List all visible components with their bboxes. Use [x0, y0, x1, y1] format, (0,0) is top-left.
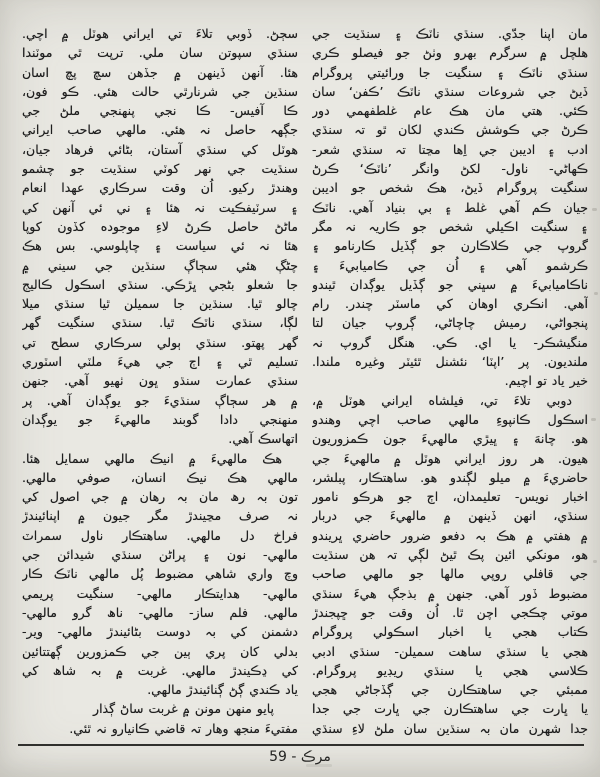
text-line: اخبار نويس- تعليمدان، اڄ جو هرڪو نامور: [312, 489, 588, 505]
paragraph: [312, 391, 588, 738]
text-line: فراخ دل مالهي. ساهتڪار ناول سمراٽ: [22, 527, 298, 543]
footer-divider: [18, 744, 584, 746]
text-line: وچ واري شاهي مضبوط پُل مالهي ناٽڪ ڪار: [22, 566, 298, 582]
text-line: سنڌي سپوتن سان ملي. ترپت ٿي موٽندا: [22, 45, 298, 61]
text-line: سنگيت پروگرام ڏيڻ، هڪ شخص جو اديبن: [312, 180, 588, 196]
text-line: گروپ جي ڪلاڪارن جو ڳڏيل ڪارنامو ۽: [312, 238, 588, 254]
text-line: حاضريءَ ۾ ميلو لڳندو هو. ساهتڪار، پبلشر،: [312, 469, 588, 485]
text-line: ڪرشمو آهي ۽ اُن جي ڪاميابيءَ ۽: [312, 257, 588, 273]
paragraph: [312, 24, 588, 391]
paragraph: [22, 699, 298, 738]
text-line: مان اپنا جدّي. سنڌي ناٽڪ ۽ سنڌيت جي: [312, 26, 588, 41]
text-line: سنڌيت جي نهر کوٽي سنڌيت جو چشمو: [22, 161, 298, 177]
text-line: دشمنن کي بہ دوست بڻائيندڙ مالهي- وير-: [22, 624, 298, 640]
text-line: هئا. آنهن ڏينهن ۾ جڏهن سچ پچ اسان: [22, 64, 298, 80]
text-line: ڪئي. هتي مان هڪ عام غلطفهمي دور: [312, 103, 588, 119]
text-line: ناڪاميابيءَ ۾ سڀني جو ڳڏيل يوڳدان ٿيندو: [312, 276, 588, 292]
text-line: مالهي هڪ نيڪ انسان، صوفي مالهي.: [22, 469, 298, 485]
text-line: ڪلاسي هجي يا سنڌي ريڊيو پروگرام.: [312, 662, 588, 678]
text-line: مضبوط ڏور آهي. جنهن ۾ بذجڳ هيءَ سنڌي: [312, 585, 588, 601]
text-line: جيان ڪم آهي غلط ۽ بي بنياد آهي. ناٽڪ: [312, 199, 588, 215]
scan-speck: [594, 292, 598, 295]
text-line: ڪهاڻي- ناول- لکڻ وانگر ’ناٽڪ‘ ڪرڻ: [312, 161, 588, 177]
scan-speck: [592, 208, 597, 211]
text-line: هڪ مالهيءَ ۾ انيڪ مالهي سمايل هئا.: [22, 450, 282, 466]
text-line: وهندڙ رکيو. اُن وقت سرڪاري عهدا انعام: [22, 180, 298, 196]
text-line: کي ڍڪيندڙ مالهي. غربت ۾ بہ شاھ کي: [22, 662, 298, 678]
text-line: منهنجي دادا گوبند مالهيءَ جو يوڳدان: [22, 411, 298, 427]
text-line: ڪرڻ جي ڪوشش ڪندي لکان ٿو تہ سنڌي: [312, 122, 588, 138]
text-line: جي قافلي روپي مالها جو مالهي صاحب: [312, 566, 588, 582]
page-number: مرڪ - 59: [269, 749, 331, 765]
text-line: ۽ سنگيت اڪيلي شخص جو ڪاريہ نہ مگر: [312, 218, 588, 234]
text-line: مالهي- هدايتڪار مالهي- سنگيت پريمي: [22, 585, 298, 601]
text-line: چالو ٿيا. سنڌين جا سميلن ٿيا سنڌي ميلا: [22, 296, 298, 312]
paragraph: [22, 24, 298, 449]
text-line: ۽ سرٽيفڪيت نہ هئا ۽ ني ئي آنهن کي: [22, 199, 298, 215]
text-line: موتي چڪجي اچن ٿا. اُن وقت جو ڇپجندڙ: [312, 604, 588, 620]
text-line: منگيشڪر- يا اي. ڪي. هنگل گروپ نہ: [312, 334, 588, 350]
text-line: مالهي. فلم ساز- مالهي- ناھ گرو مالهي-: [22, 604, 298, 620]
text-line: هئا نہ ئي سياست ۽ چاپلوسي. بس هڪ: [22, 238, 298, 254]
scan-speck: [591, 418, 596, 421]
text-line: ملنديون. پر ’اپٽا‘ نئشنل ٿئيٽر وغيره ملندا.: [312, 354, 588, 370]
text-line: پايو منهن مونن ۾ غربت ساڻ ڳذار: [93, 701, 274, 717]
text-line: جڳهہ حاصل نہ هئي. مالهي صاحب ايراني: [22, 122, 298, 138]
text-line: خير ياد تو اچيم.: [504, 373, 588, 389]
text-line: جا شعلو بڻجي ڀڙڪي. سنڌي اسڪول ڪاليج: [22, 276, 298, 292]
text-line: ادب ۽ اديبن جي اِها مڃتا تہ سنڌي شعر-: [312, 141, 588, 157]
text-line: نہ صرف مڃيندڙ مگر جيون ۾ اپنائيندڙ: [22, 508, 298, 524]
text-line: هلچل ۾ سرگرم بهرو وٺڻ جو فيصلو ڪري: [312, 45, 588, 61]
text-line: سنڌي، انهن ڏينهن ۾ مالهيءَ جي دربار: [312, 508, 588, 524]
text-line: پنجواڻي، رميش چاچاڻي، ڳروپ جيان لتا: [312, 315, 588, 331]
text-line: آهي. انڪري اوهان کي ماسٽر چندر. رام: [312, 296, 588, 312]
text-line: ممبئي جي ساهتڪارن جي ڳڏجاڻي هجي: [312, 682, 588, 698]
text-line: يا ڀارت جي ساهتڪارن جي ڀارت جي جدا: [312, 701, 588, 717]
scan-speck: [306, 764, 332, 767]
text-line: دوبي تلاءَ تي، فيلشاه ايراني هوٽل ۾،: [312, 392, 572, 408]
text-line: بدلي کان پري ٻين جي ڪمزورين ڳهتتائين: [22, 643, 298, 659]
text-line: سنڌين جي شرنارٿي حالت هئي. ڪو فون،: [22, 83, 298, 99]
paragraph: [22, 449, 298, 700]
text-line: ڏيڻ جي شروعات سنڌي ناٽڪ ’ڪفن‘ سان: [312, 83, 588, 99]
column-right: [312, 24, 588, 738]
text-line: هجي يا سنڌي ساهت سميلن- سنڌي ادبي: [312, 643, 588, 659]
text-line: ياد ڪندي ڳڻ ڳنائيندڙ مالهي.: [147, 682, 298, 698]
scan-speck: [593, 560, 597, 563]
text-line: سنڌي عمارت سنڌو ڀون ٺهيو آهي. جنهن: [22, 373, 298, 389]
text-line: هو. چانهَ ۽ ڀيڙي مالهيءَ جون ڪمزوريون: [312, 431, 588, 447]
text-line: مفتيءَ منجھ وھار تہ قاضي ڪانيارو نہ ٿئي.: [69, 720, 298, 736]
text-line: سنڌي ناٽڪ ۽ سنگيت جا ورائيتي پروگرام: [312, 64, 588, 80]
text-line: هيون. هر روز ايراني هوٽل ۾ مالهيءَ جي: [312, 450, 588, 466]
text-line: جدا شهرن مان بہ سنڌين سان ملڻ لاءِ سنڌي: [312, 720, 588, 736]
text-line: ۾ هفتي ۾ هڪ بہ دفعو ضرور حاضري ڀريندو: [312, 527, 588, 543]
text-line: ڪتاب هجي يا اخبار اسڪولي پروگرام: [312, 624, 588, 640]
text-line: مالهي- نون ۽ پراڻن سنڌي شيدائن جي: [22, 547, 298, 563]
text-line: هوٽل کي سنڌي آستان، بڻائي فرهاد جيان،: [22, 141, 298, 157]
text-line: سڄڻ. ڏوبي تلاءَ تي ايراني هوٽل ۾ اچي.: [22, 26, 298, 41]
text-line: تون بہ رھ مان بہ رھان ۾ جي اصول کي: [22, 489, 298, 505]
text-line: گهر پهتو. سنڌي ٻولي سرڪاري سطح تي: [22, 334, 298, 350]
text-line: تسليم ٿي ۽ اڄ جي هيءَ ملٽي اسٽوري: [22, 354, 298, 370]
text-line: ڪا آفيس- ڪا نجي پنهنجي ملڻ جي: [22, 103, 298, 119]
text-line: ماڻڻ حاصل ڪرڻ لاءِ موجوده کڏون کوپا: [22, 218, 298, 234]
text-line: اسڪول ڪانپوءِ مالهي صاحب اچي وهندو: [312, 411, 588, 427]
text-line: هو، مونکي ائين پڪ ٿيڻ لڳي تہ هن سنڌيت: [312, 547, 588, 563]
text-columns: [22, 24, 588, 738]
text-line: چڻڳ هئي سڄاڳ سنڌين جي سيني ۾: [22, 257, 298, 273]
column-left: [22, 24, 298, 738]
text-line: لڳا، سنڌي ناٽڪ ٿيا. سنڌي سنگيت گهر: [22, 315, 298, 331]
text-line: ۾ هر سڄاڳ سنڌيءَ جو يوڳدان آهي. پر: [22, 392, 298, 408]
text-line: اتهاسڪ آهي.: [228, 431, 298, 447]
